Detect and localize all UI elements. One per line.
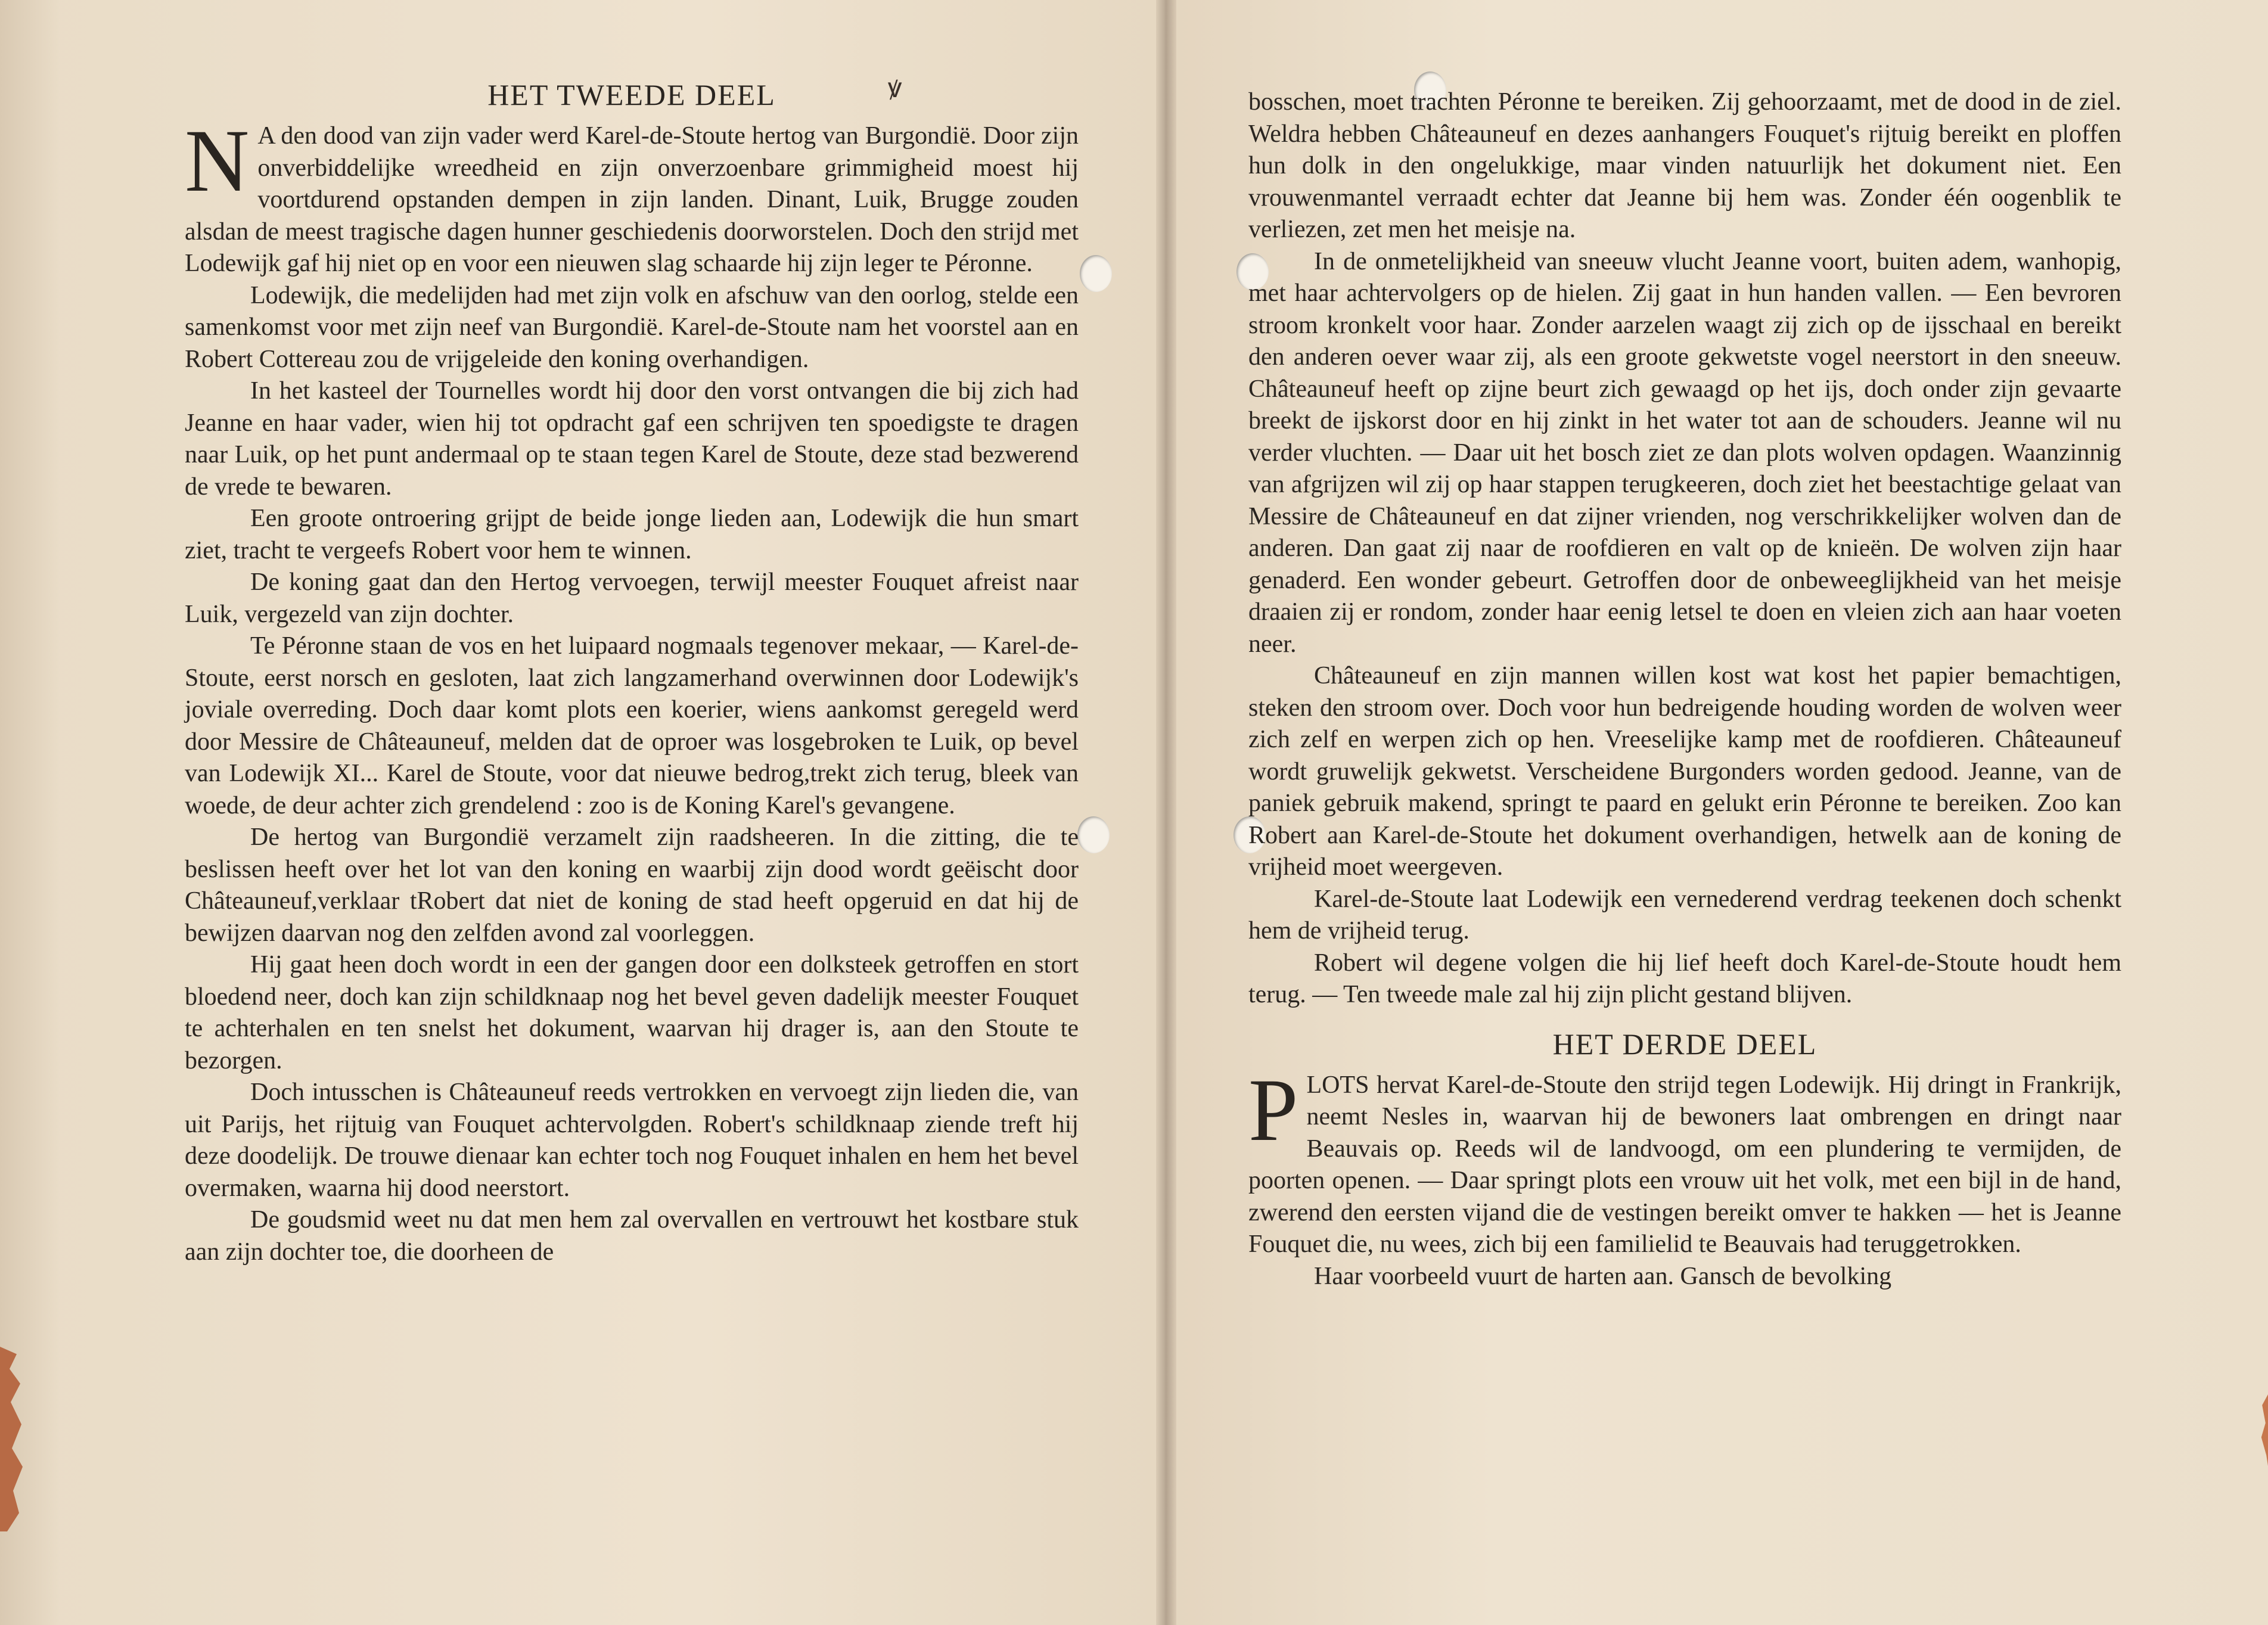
right-text-column [1248,86,2121,1292]
paragraph: Een groote ontroering grijpt de beide jonge lieden aan, Lodewijk die hun smart ziet, tracht te vergeefs Robert voor hem te winnen. [185,505,1079,564]
paragraph: De hertog van Burgondië verzamelt zijn raadsheeren. In die zitting, die te beslissen heeft over het lot van den koning en waarbij zijn dood wordt geëischt door Châteauneuf,verklaar tRobert dat niet de koning de stad heeft opgeruid en dat hij de bewijzen daarvan nog den zelfden avond zal voorleggen. [185,824,1079,947]
paragraph: In de onmetelijkheid van sneeuw vlucht Jeanne voort, buiten adem, wanhopig, met haar achtervolgers op de hielen. Zij gaat in hun handen vallen. — Een bevroren stroom kronkelt voor haar. Zonder aarzelen waagt zij zich op de ijsschaal en bereikt den anderen oever waar zij, als een groote gekwetste vogel neerstort in den sneeuw. Châteauneuf heeft op zijne beurt zich gewaagd op het ijs, doch onder zijn gevaarte breekt de ijskorst door en hij zinkt in het water tot aan de schouders. Jeanne wil nu verder vluchten. — Daar uit het bosch ziet ze dan plots wolven opdagen. Waanzinnig van afgrijzen wil zij op haar stappen terugkeeren, doch ziet het beestachtige gelaat van Messire de Châteauneuf en dat zijner vrienden, nog verschrikkelijker wolven dan de anderen. Dan gaat zij naar de roofdieren en valt op de knieën. De wolven zijn haar genaderd. Een wonder gebeurt. Getroffen door de onbeweeglijkheid van het meisje draaien zij er rondom, zonder haar eenig letsel te doen en vleien zich aan haar voeten neer. [1248,247,2121,658]
drop-cap: P [1248,1060,1298,1160]
binding-hole [1077,816,1110,853]
paragraph: N A den dood van zijn vader werd Karel-de-Stoute hertog van Burgondië. Door zijn onverbiddelijke wreedheid en zijn onverzoenbare grimmigheid moest hij voortdurend opstanden dempen in zijn landen. Dinant, Luik, Brugge zouden alsdan de meest tragische dagen hunner geschiedenis doorworstelen. Doch den strijd met Lodewijk gaf hij niet op en voor een nieuwen slag schaarde hij zijn leger te Péronne. [185,111,1079,277]
paragraph: Te Péronne staan de vos en het luipaard nogmaals tegenover mekaar, — Karel-de-Stoute, eerst norsch en gesloten, laat zich langzamerhand overwinnen door Lodewijk's joviale overreding. Doch daar komt plots een koerier, wiens aankomst geregeld werd door Messire de Châteauneuf, melden dat de oproer was losgebroken te Luik, op bevel van Lodewijk XI... Karel de Stoute, voor dat nieuwe bedrog,trekt zich terug, bleek van woede, de deur achter zich grendelend : zoo is de Koning Karel's gevangene. [185,632,1079,819]
handwritten-mark: ꝟ [888,72,902,104]
paragraph: bosschen, moet trachten Péronne te bereiken. Zij gehoorzaamt, met de dood in de ziel. Weldra hebben Châteauneuf en dezes aanhangers Fouquet's rijtuig bereikt en ploffen hun dolk in den ongelukkige, maar vinden natuurlijk het dokument niet. Een vrouwenmantel verraadt echter dat Jeanne bij hem was. Zonder één oogenblik te verliezen, zet men het meisje na. [1248,88,2121,243]
paragraph: De goudsmid weet nu dat men hem zal overvallen en vertrouwt het kostbare stuk aan zijn dochter toe, die doorheen de [185,1206,1079,1266]
paragraph: Doch intusschen is Châteauneuf reeds vertrokken en vervoegt zijn lieden die, van uit Parijs, het rijtuig van Fouquet achtervolgden. Robert's schildknaap ziende treft hij deze doodelijk. De trouwe dienaar kan echter toch nog Fouquet inhalen en hem het bevel overmaken, waarna hij dood neerstort. [185,1079,1079,1202]
paragraph: Châteauneuf en zijn mannen willen kost wat kost het papier bemachtigen, steken den stroom over. Doch voor hun bedreigende houding worden de wolven weer zich zelf en werpen zich op hen. Vreeselijke kamp met de roofdieren. Châteauneuf wordt gruwelijk gekwetst. Verscheidene Burgonders worden gedood. Jeanne, van de paniek gebruik makend, springt te paard en gelukt erin Péronne te bereiken. Zoo kan Robert aan Karel-de-Stoute het dokument overhandigen, hetwelk aan de koning de vrijheid moet weergeven. [1248,662,2121,881]
binding-hole [1080,255,1112,292]
left-text-column [185,77,1079,1268]
paragraph: In het kasteel der Tournelles wordt hij door den vorst ontvangen die bij zich had Jeanne en haar vader, wien hij tot opdracht gaf een schrijven ten spoedigste te dragen naar Luik, op het punt andermaal op te staan tegen Karel de Stoute, deze stad bezwerend de vrede te bewaren. [185,377,1079,501]
section-heading: HET DERDE DEEL [1552,1027,1817,1061]
book-spine [1156,0,1176,1625]
paragraph: Hij gaat heen doch wordt in een der gangen door een dolksteek getroffen en stort bloedend neer, doch kan zijn schildknaap nog het bevel geven dadelijk meester Fouquet te achterhalen en ten snelst het dokument, waarvan hij drager is, aan den Stoute te bezorgen. [185,951,1079,1074]
paragraph: Robert wil degene volgen die hij lief heeft doch Karel-de-Stoute houdt hem terug. — Ten tweede male zal hij zijn plicht gestand blijven. [1248,949,2121,1008]
right-page [1165,0,2268,1625]
torn-edge [2260,1394,2268,1466]
drop-cap: N [185,111,250,210]
paragraph: Lodewijk, die medelijden had met zijn volk en afschuw van den oorlog, stelde een samenkomst voor met zijn neef van Burgondië. Karel-de-Stoute nam het voorstel aan en Robert Cottereau zou de vrijgeleide den koning overhandigen. [185,281,1079,373]
paragraph: PLOTS hervat Karel-de-Stoute den strijd tegen Lodewijk. Hij dringt in Frankrijk, neemt Nesles in, waarvan hij de bewoners laat ombrengen en dringt naar Beauvais op. Reeds wil de landvoogd, om een plundering te vermijden, de poorten openen. — Daar springt plots een vrouw uit het volk, met een bijl in de hand, zwerend den eersten vijand die de vestingen bereikt omver te hakken — het is Jeanne Fouquet die, nu wees, zich bij een familielid te Beauvais had teruggetrokken. [1248,1060,2121,1258]
paragraph: De koning gaat dan den Hertog vervoegen, terwijl meester Fouquet afreist naar Luik, vergezeld van zijn dochter. [185,568,1079,628]
section-heading: HET TWEEDE DEEL [487,78,776,111]
paragraph: Haar voorbeeld vuurt de harten aan. Gansch de bevolking [1314,1262,1892,1290]
paragraph: Karel-de-Stoute laat Lodewijk een vernederend verdrag teekenen doch schenkt hem de vrijheid terug. [1248,885,2121,944]
